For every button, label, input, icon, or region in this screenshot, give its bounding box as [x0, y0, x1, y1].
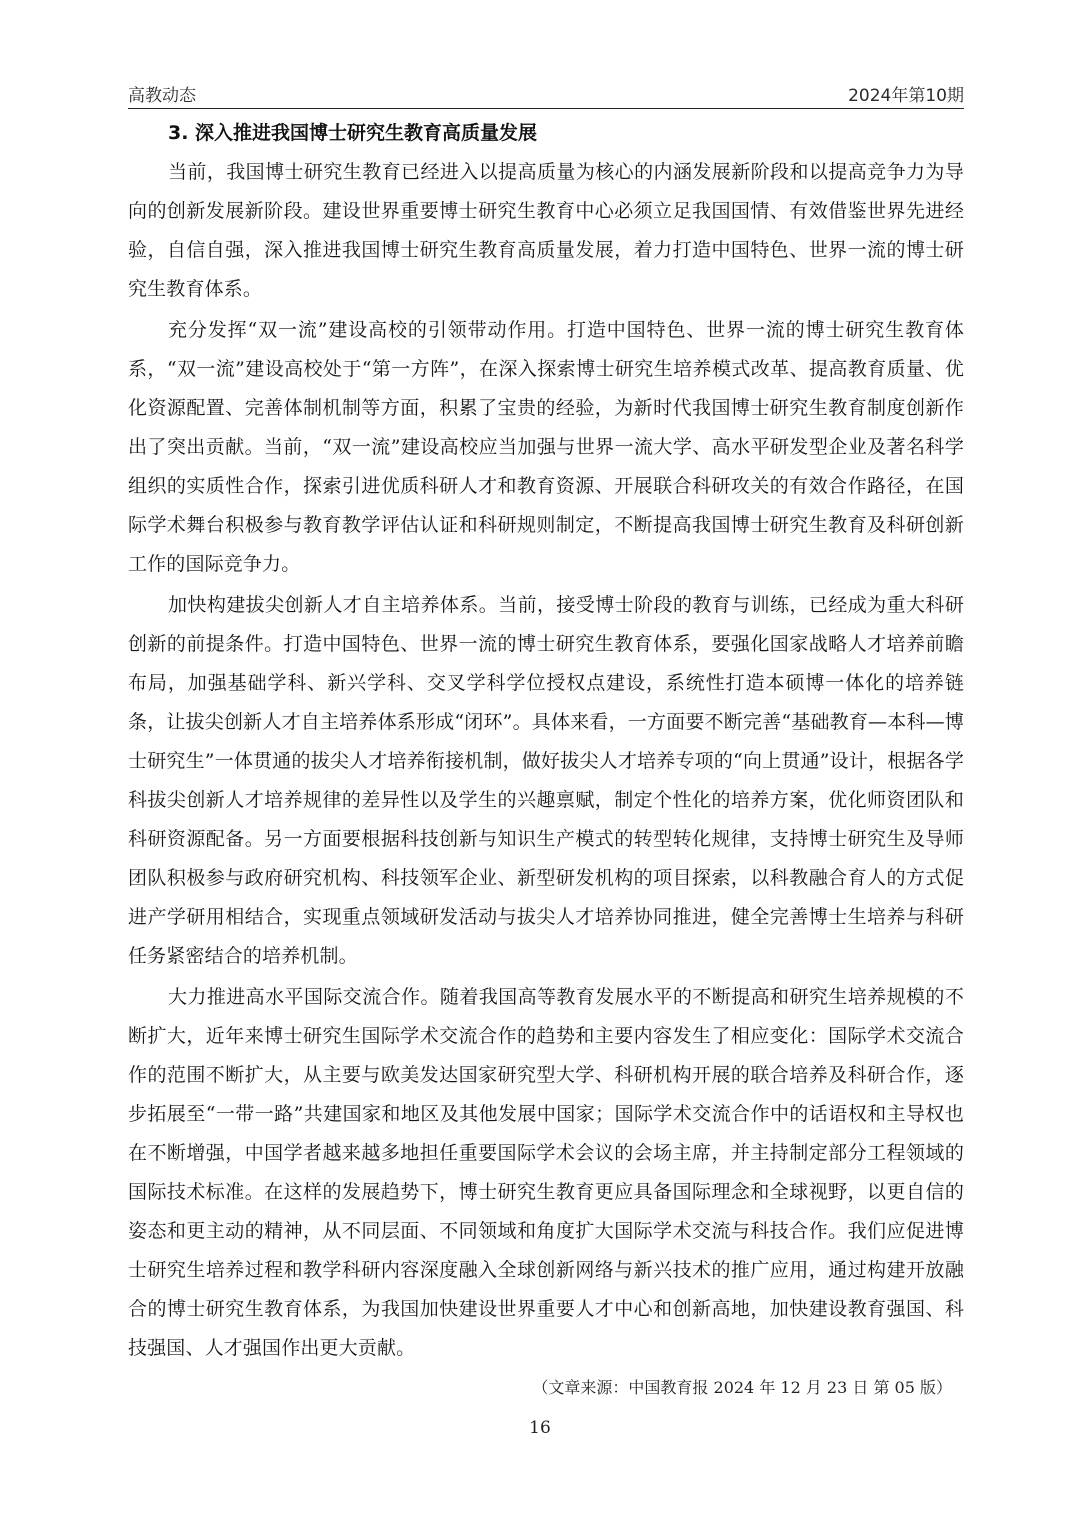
page-header — [128, 78, 964, 106]
paragraph-intro: 当前，我国博士研究生教育已经进入以提高质量为核心的内涵发展新阶段和以提高竞争力为导向的创新发展新阶段。建设世界重要博士研究生教育中心必须立足我国国情、有效借鉴世界先进经验，自信自强，深入推进我国博士研究生教育高质量发展，着力打造中国特色、世界一流的博士研究生教育体系。 — [128, 161, 964, 300]
section-heading: 3. 深入推进我国博士研究生教育高质量发展 — [168, 122, 538, 144]
article-body — [128, 120, 964, 1400]
journal-name: 高教动态 — [128, 86, 196, 106]
paragraph-double-first-class: 充分发挥“双一流”建设高校的引领带动作用。打造中国特色、世界一流的博士研究生教育体系，“双一流”建设高校处于“第一方阵”，在深入探索博士研究生培养模式改革、提高教育质量、优化资源配置、完善体制机制等方面，积累了宝贵的经验，为新时代我国博士研究生教育制度创新作出了突出贡献。当前，“双一流”建设高校应当加强与世界一流大学、高水平研发型企业及著名科学组织的实质性合作，探索引进优质科研人才和教育资源、开展联合科研攻关的有效合作路径，在国际学术舞台积极参与教育教学评估认证和科研规则制定，不断提高我国博士研究生教育及科研创新工作的国际竞争力。 — [128, 319, 964, 575]
issue-label: 2024年第10期 — [848, 86, 964, 106]
article-source: （文章来源：中国教育报 2024 年 12 月 23 日 第 05 版） — [532, 1378, 952, 1397]
header-rule — [128, 108, 964, 109]
paragraph-international-cooperation: 大力推进高水平国际交流合作。随着我国高等教育发展水平的不断提高和研究生培养规模的不断扩大，近年来博士研究生国际学术交流合作的趋势和主要内容发生了相应变化：国际学术交流合作的范围不断扩大，从主要与欧美发达国家研究型大学、科研机构开展的联合培养及科研合作，逐步拓展至“一带一路”共建国家和地区及其他发展中国家；国际学术交流合作中的话语权和主导权也在不断增强，中国学者越来越多地担任重要国际学术会议的会场主席，并主持制定部分工程领域的国际技术标准。在这样的发展趋势下，博士研究生教育更应具备国际理念和全球视野，以更自信的姿态和更主动的精神，从不同层面、不同领域和角度扩大国际学术交流与科技合作。我们应促进博士研究生培养过程和教学科研内容深度融入全球创新网络与新兴技术的推广应用，通过构建开放融合的博士研究生教育体系，为我国加快建设世界重要人才中心和创新高地，加快建设教育强国、科技强国、人才强国作出更大贡献。 — [128, 986, 964, 1359]
paragraph-talent-cultivation: 加快构建拔尖创新人才自主培养体系。当前，接受博士阶段的教育与训练，已经成为重大科研创新的前提条件。打造中国特色、世界一流的博士研究生教育体系，要强化国家战略人才培养前瞻布局，加强基础学科、新兴学科、交叉学科学位授权点建设，系统性打造本硕博一体化的培养链条，让拔尖创新人才自主培养体系形成“闭环”。具体来看，一方面要不断完善“基础教育—本科—博士研究生”一体贯通的拔尖人才培养衔接机制，做好拔尖人才培养专项的“向上贯通”设计，根据各学科拔尖创新人才培养规律的差异性以及学生的兴趣禀赋，制定个性化的培养方案，优化师资团队和科研资源配备。另一方面要根据科技创新与知识生产模式的转型转化规律，支持博士研究生及导师团队积极参与政府研究机构、科技领军企业、新型研发机构的项目探索，以科教融合育人的方式促进产学研用相结合，实现重点领域研发活动与拔尖人才培养协同推进，健全完善博士生培养与科研任务紧密结合的培养机制。 — [128, 594, 964, 967]
page-number: 16 — [529, 1418, 551, 1438]
